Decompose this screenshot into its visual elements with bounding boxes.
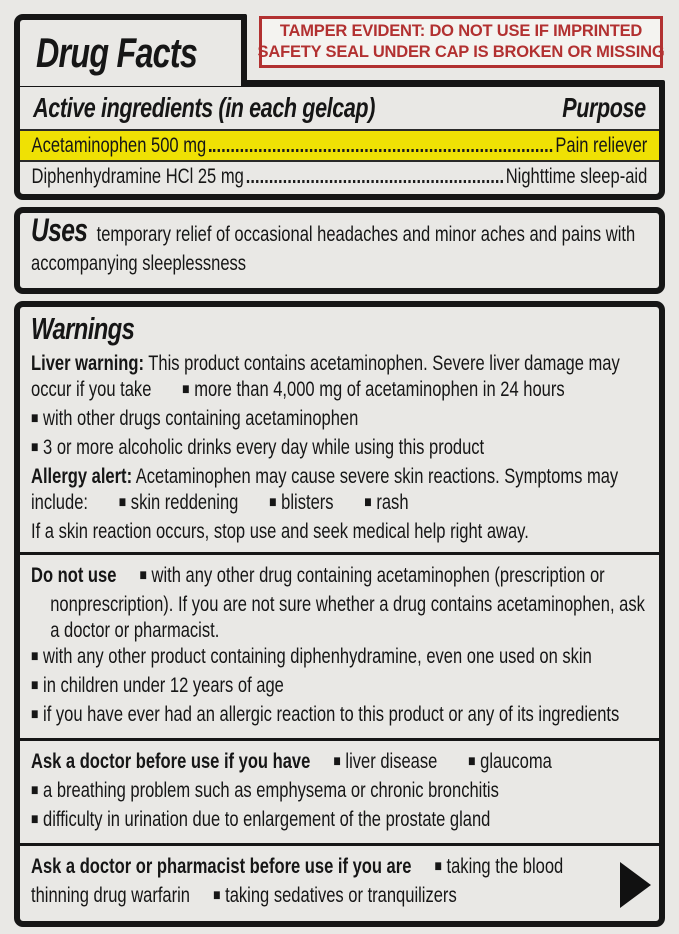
allergy-alert-label: Allergy alert: [31, 464, 133, 488]
bullet-text: 3 or more alcoholic drinks every day while using this product [43, 435, 485, 459]
condition-item: taking sedatives or tranquilizers [225, 883, 457, 907]
ask-doctor-bullet [31, 806, 648, 835]
do-not-use-label: Do not use [31, 563, 117, 587]
ask-doctor-pharmacist-paragraph [31, 853, 648, 911]
bullet-text: with any other product containing diphenhydramine, even one used on skin [43, 644, 592, 668]
drug-facts-label [14, 14, 665, 934]
ingredient-rows [19, 129, 659, 191]
ingredient-name: Diphenhydramine HCl 25 mg [31, 164, 244, 188]
active-ingredients-heading: Active ingredients (in each gelcap) [33, 92, 375, 123]
symptom-item: rash [376, 490, 409, 514]
do-not-use-bullet [31, 643, 648, 672]
bullet-icon: ■ [31, 782, 39, 799]
liver-warning-inline-bullet: more than 4,000 mg of acetaminophen in 24 hours [194, 377, 565, 401]
uses-panel [14, 207, 665, 294]
ingredient-purpose: Pain reliever [555, 133, 648, 157]
ingredient-row-acetaminophen [19, 129, 659, 160]
bullet-icon: ■ [31, 706, 39, 723]
bullet-text: difficulty in urination due to enlargement of the prostate gland [43, 807, 491, 831]
bullet-icon: ■ [269, 494, 277, 511]
uses-text: temporary relief of occasional headaches and minor aches and pains with accompanying sleeplessness [31, 222, 636, 275]
drug-facts-title: Drug Facts [36, 29, 198, 76]
condition-item: glaucoma [480, 749, 552, 773]
bullet-icon: ■ [213, 887, 221, 904]
condition-item: taking the blood thinning drug warfarin [31, 854, 564, 907]
allergy-alert-outro: If a skin reaction occurs, stop use and seek medical help right away. [31, 519, 529, 543]
symptom-item: blisters [281, 490, 334, 514]
continue-arrow-icon [620, 862, 651, 908]
ingredient-name: Acetaminophen 500 mg [31, 133, 207, 157]
header-panel [14, 14, 665, 200]
active-ingredients-section [14, 80, 665, 200]
section-divider [19, 738, 660, 741]
symptom-item: skin reddening [130, 490, 239, 514]
condition-item: liver disease [345, 749, 438, 773]
bullet-icon: ■ [333, 753, 341, 770]
active-ingredients-header-row [30, 89, 649, 129]
uses-heading: Uses [31, 212, 88, 248]
ask-doctor-label: Ask a doctor before use if you have [31, 749, 311, 773]
liver-warning-paragraph [31, 350, 648, 405]
bullet-text: in children under 12 years of age [43, 673, 284, 697]
bullet-icon: ■ [182, 381, 190, 398]
ask-doctor-paragraph [31, 748, 648, 777]
bullet-icon: ■ [118, 494, 127, 511]
liver-warning-intro: This product contains acetaminophen. Severe liver damage may occur if you take [31, 351, 620, 401]
purpose-heading: Purpose [562, 92, 646, 123]
dotted-leader [247, 180, 503, 183]
uses-paragraph [31, 212, 648, 279]
bullet-icon: ■ [31, 811, 39, 828]
liver-warning-bullet [31, 434, 648, 463]
bullet-icon: ■ [434, 858, 442, 875]
do-not-use-bullet [31, 672, 648, 701]
warnings-heading: Warnings [31, 311, 135, 346]
bullet-icon: ■ [31, 648, 39, 665]
bullet-icon: ■ [31, 410, 39, 427]
tamper-line-2: SAFETY SEAL UNDER CAP IS BROKEN OR MISSING [257, 43, 665, 61]
tamper-evident-text [258, 21, 665, 63]
bullet-icon: ■ [468, 753, 476, 770]
ingredient-row-diphenhydramine [19, 160, 659, 191]
bullet-icon: ■ [364, 494, 372, 511]
do-not-use-paragraph [31, 562, 648, 643]
bullet-icon: ■ [139, 567, 147, 584]
liver-warning-bullet [31, 405, 648, 434]
ingredient-purpose: Nighttime sleep-aid [505, 164, 648, 188]
tamper-line-1: TAMPER EVIDENT: DO NOT USE IF IMPRINTED [279, 21, 643, 40]
section-divider [19, 843, 660, 846]
bullet-text: if you have ever had an allergic reaction to this product or any of its ingredients [43, 702, 620, 726]
bullet-text: a breathing problem such as emphysema or chronic bronchitis [43, 778, 499, 802]
bullet-icon: ■ [31, 677, 39, 694]
dotted-leader [209, 149, 552, 152]
ask-doctor-pharmacist-label: Ask a doctor or pharmacist before use if you are [31, 854, 412, 878]
do-not-use-bullet [31, 701, 648, 730]
liver-warning-label: Liver warning: [31, 351, 145, 375]
allergy-alert-paragraph [31, 463, 648, 544]
do-not-use-first-bullet: with any other drug containing acetaminophen (prescription or nonprescription). If you are not sure whether a drug contains acetaminophen, ask a doctor or pharmacist. [50, 563, 645, 642]
tamper-evident-notice [259, 16, 663, 68]
bullet-icon: ■ [31, 439, 39, 456]
warnings-panel [14, 301, 665, 927]
ask-doctor-bullet [31, 777, 648, 806]
section-divider [19, 552, 660, 555]
bullet-text: with other drugs containing acetaminophen [43, 406, 359, 430]
drug-facts-title-box [14, 14, 247, 86]
allergy-alert-intro: Acetaminophen may cause severe skin reactions. Symptoms may include: [31, 464, 619, 514]
